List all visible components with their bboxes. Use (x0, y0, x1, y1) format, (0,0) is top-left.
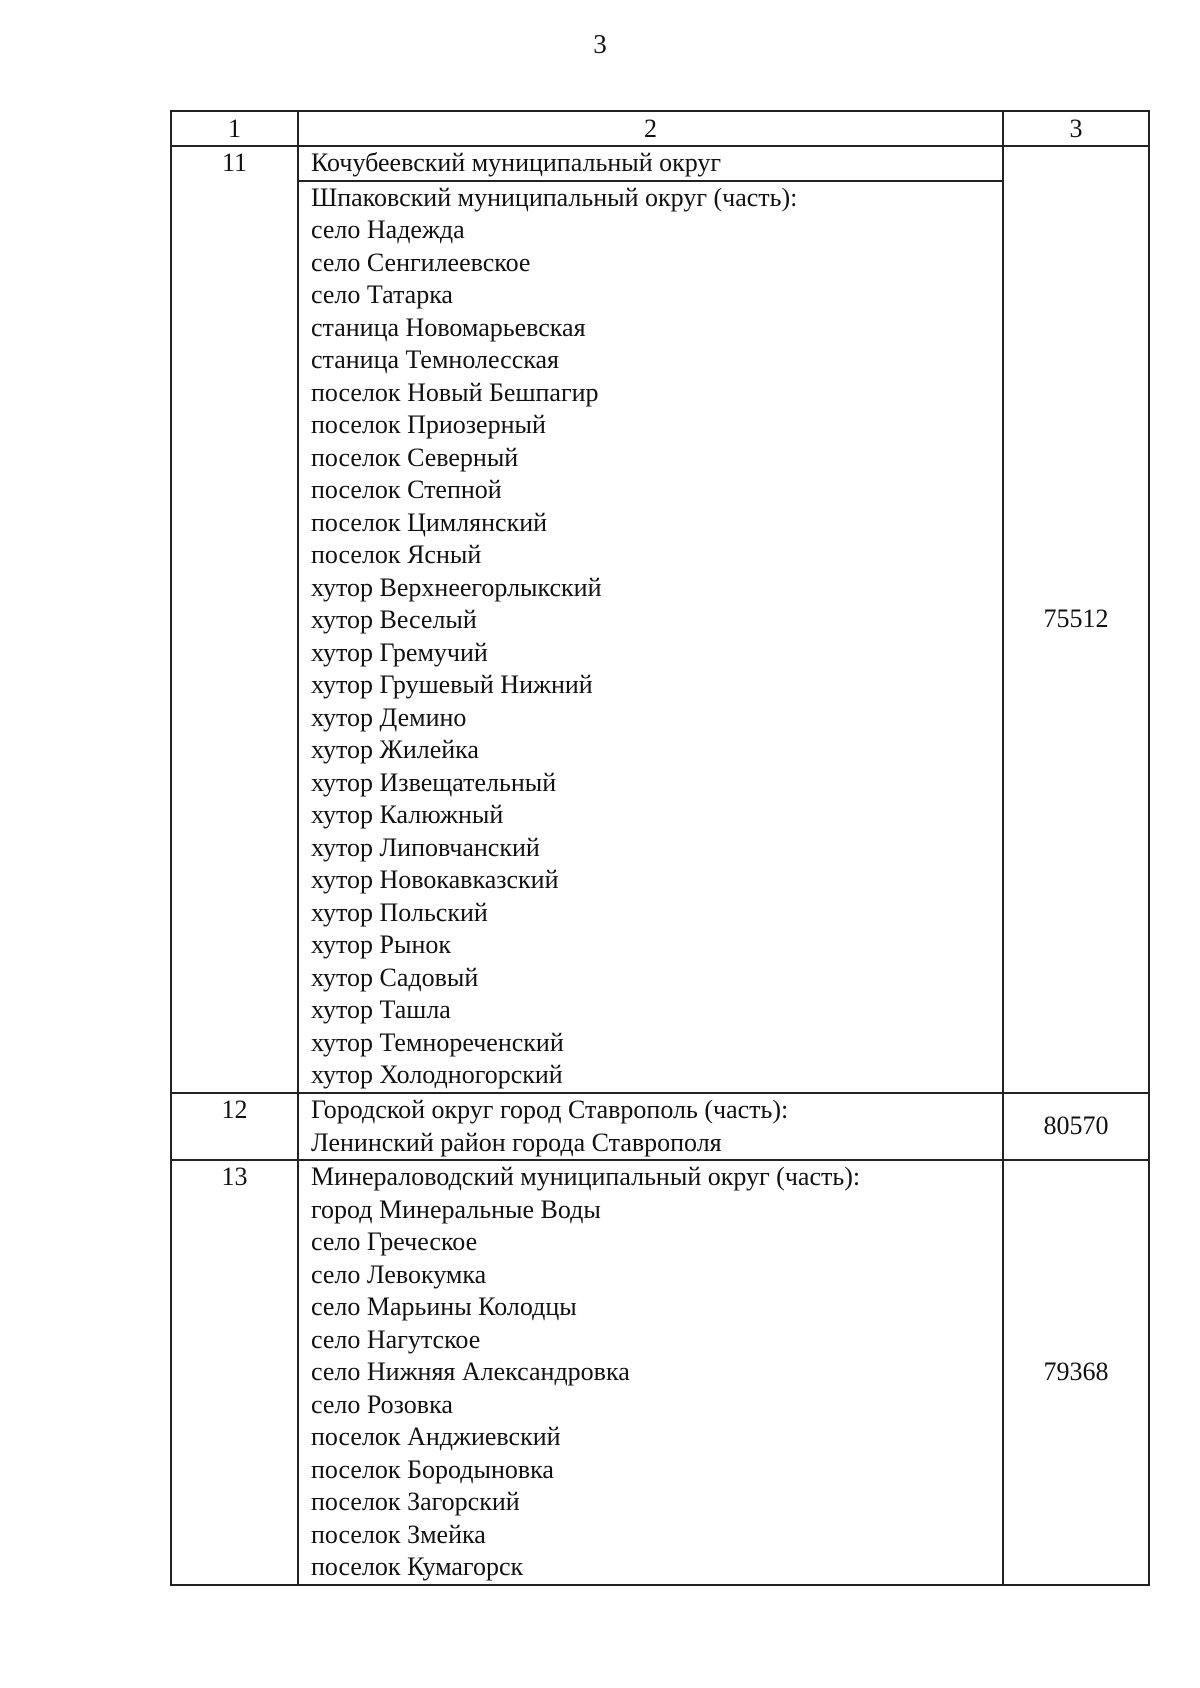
place-item: Ленинский район города Ставрополя (311, 1127, 722, 1157)
place-item: хутор Гремучий (311, 637, 488, 667)
row-title: Кочубеевский муниципальный округ (311, 148, 722, 177)
place-item: хутор Липовчанский (311, 832, 540, 862)
header-col-3: 3 (1003, 111, 1149, 146)
place-item: город Минеральные Воды (311, 1194, 601, 1224)
place-item: хутор Извещательный (311, 767, 557, 797)
place-item: село Надежда (311, 215, 465, 244)
place-item: хутор Демино (311, 702, 467, 732)
row-number: 11 (171, 146, 298, 1093)
place-item: станица Новомарьевская (311, 312, 586, 342)
row-number: 13 (171, 1160, 298, 1585)
place-item: хутор Веселый (311, 605, 477, 634)
place-item: село Нагутское (311, 1324, 481, 1354)
table-row (171, 1160, 1149, 1585)
place-item: хутор Рынок (311, 930, 452, 959)
place-item: село Татарка (311, 280, 453, 309)
place-item: село Нижняя Александровка (311, 1357, 630, 1386)
place-item: поселок Степной (311, 475, 502, 504)
place-item: поселок Приозерный (311, 410, 546, 439)
place-item: хутор Садовый (311, 962, 479, 992)
place-item: хутор Новокавказский (311, 865, 559, 894)
header-col-2: 2 (298, 111, 1003, 146)
row-subtitle: Шпаковский муниципальный округ (часть): (299, 180, 1002, 215)
row-value: 79368 (1003, 1160, 1149, 1585)
places-list (311, 1127, 1002, 1160)
row-value: 75512 (1003, 146, 1149, 1093)
place-item: поселок Северный (311, 442, 519, 472)
place-item: станица Темнолесская (311, 345, 559, 374)
place-item: хутор Ташла (311, 995, 451, 1024)
place-item: поселок Бородыновка (311, 1454, 554, 1484)
row-value: 80570 (1003, 1093, 1149, 1160)
places-cell (298, 1160, 1003, 1585)
place-item: хутор Холодногорский (311, 1060, 563, 1089)
place-item: село Греческое (311, 1227, 478, 1256)
place-item: хутор Калюжный (311, 800, 504, 829)
place-item: поселок Новый Бешпагир (311, 377, 599, 407)
place-item: поселок Цимлянский (311, 507, 548, 537)
places-cell (298, 1093, 1003, 1160)
row-title: Городской округ город Ставрополь (часть): (311, 1095, 789, 1124)
place-item: поселок Змейка (311, 1519, 486, 1549)
table-header-row (171, 111, 1149, 146)
place-item: село Марьины Колодцы (311, 1292, 577, 1321)
place-item: хутор Темнореченский (311, 1027, 564, 1057)
row-number: 12 (171, 1093, 298, 1160)
districts-table (170, 110, 1150, 1586)
table-row (171, 1093, 1149, 1160)
place-item: хутор Верхнеегорлыкский (311, 572, 602, 602)
place-item: хутор Грушевый Нижний (311, 670, 593, 699)
places-cell (298, 146, 1003, 1093)
place-item: хутор Польский (311, 897, 488, 927)
place-item: поселок Загорский (311, 1487, 520, 1516)
row-title: Минераловодский муниципальный округ (часть): (311, 1162, 861, 1191)
place-item: село Сенгилеевское (311, 247, 531, 277)
place-item: поселок Кумагорск (311, 1552, 524, 1581)
place-item: село Розовка (311, 1389, 453, 1419)
places-list (311, 1194, 1002, 1584)
places-list (311, 214, 1002, 1092)
place-item: поселок Ясный (311, 540, 482, 569)
place-item: хутор Жилейка (311, 735, 479, 764)
place-item: поселок Анджиевский (311, 1422, 561, 1451)
place-item: село Левокумка (311, 1259, 487, 1289)
header-col-1: 1 (171, 111, 298, 146)
page-number: 3 (593, 29, 607, 59)
table-row (171, 146, 1149, 1093)
